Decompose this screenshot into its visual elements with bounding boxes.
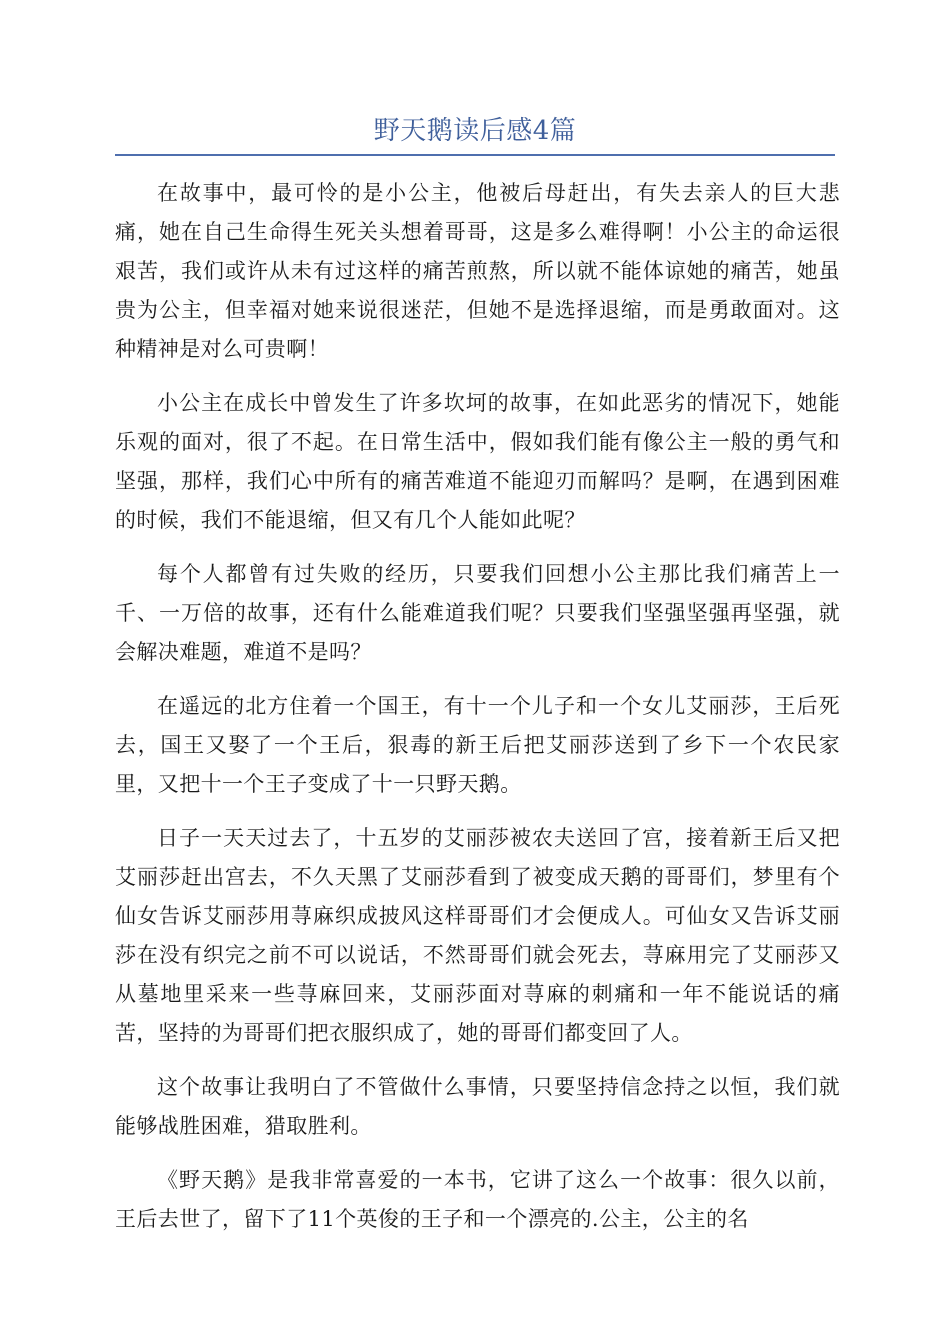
- title-underline: [115, 154, 835, 156]
- body-paragraph: 《野天鹅》是我非常喜爱的一本书，它讲了这么一个故事：很久以前，王后去世了，留下了11个英俊的王子和一个漂亮的.公主，公主的名: [115, 1168, 840, 1231]
- body-paragraph: 在遥远的北方住着一个国王，有十一个儿子和一个女儿艾丽莎，王后死去，国王又娶了一个王后，狠毒的新王后把艾丽莎送到了乡下一个农民家里，又把十一个王子变成了十一只野天鹅。: [115, 694, 840, 796]
- body-paragraph: 小公主在成长中曾发生了许多坎坷的故事，在如此恶劣的情况下，她能乐观的面对，很了不起。在日常生活中，假如我们能有像公主一般的勇气和坚强，那样，我们心中所有的痛苦难道不能迎刃而解吗？是啊，在遇到困难的时候，我们不能退缩，但又有几个人能如此呢？: [115, 391, 840, 532]
- document-title: 野天鹅读后感4篇: [373, 116, 577, 146]
- document-body: [115, 174, 840, 1254]
- body-paragraph: 每个人都曾有过失败的经历，只要我们回想小公主那比我们痛苦上一千、一万倍的故事，还有什么能难道我们呢？只要我们坚强坚强再坚强，就会解决难题，难道不是吗？: [115, 562, 840, 664]
- body-paragraph: 日子一天天过去了，十五岁的艾丽莎被农夫送回了宫，接着新王后又把艾丽莎赶出宫去，不久天黑了艾丽莎看到了被变成天鹅的哥哥们，梦里有个仙女告诉艾丽莎用荨麻织成披风这样哥哥们才会便成人。可仙女又告诉艾丽莎在没有织完之前不可以说话，不然哥哥们就会死去，荨麻用完了艾丽莎又从墓地里采来一些荨麻回来，艾丽莎面对荨麻的刺痛和一年不能说话的痛苦，坚持的为哥哥们把衣服织成了，她的哥哥们都变回了人。: [115, 826, 840, 1045]
- body-paragraph: 在故事中，最可怜的是小公主，他被后母赶出，有失去亲人的巨大悲痛，她在自己生命得生死关头想着哥哥，这是多么难得啊！小公主的命运很艰苦，我们或许从未有过这样的痛苦煎熬，所以就不能体谅她的痛苦，她虽贵为公主，但幸福对她来说很迷茫，但她不是选择退缩，而是勇敢面对。这种精神是对么可贵啊！: [115, 181, 840, 361]
- body-paragraph: 这个故事让我明白了不管做什么事情，只要坚持信念持之以恒，我们就能够战胜困难，猎取胜利。: [115, 1075, 840, 1138]
